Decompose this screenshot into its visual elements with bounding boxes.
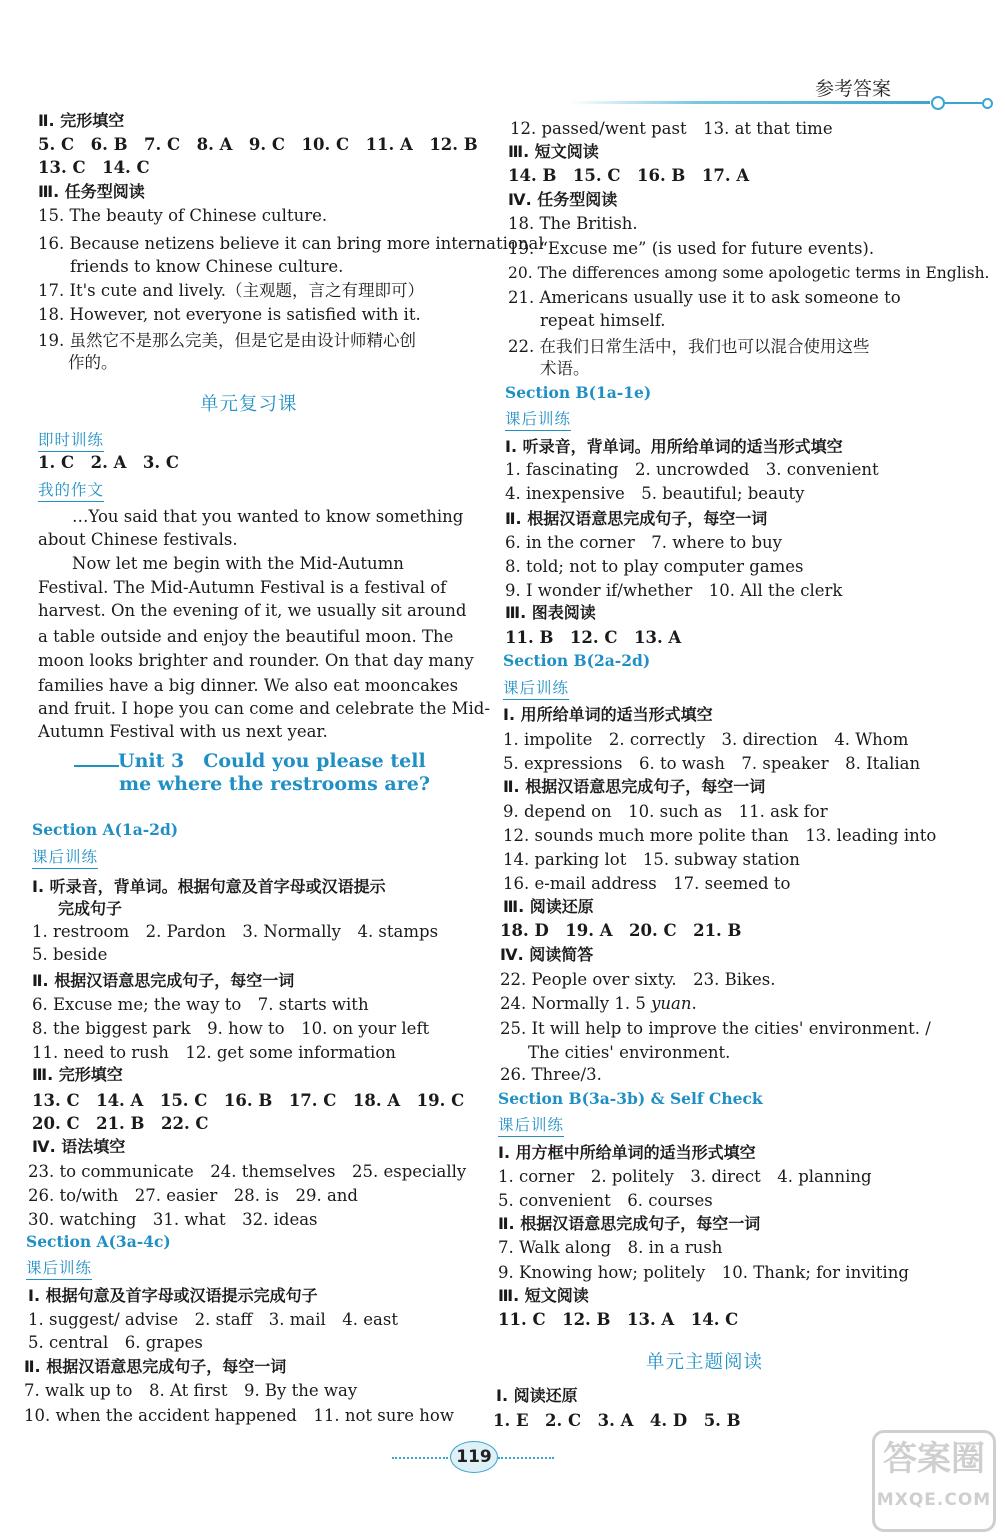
part-heading: Ⅳ. 语法填空: [32, 1137, 126, 1156]
section-heading: Section B(1a-1e): [505, 383, 652, 402]
part-heading: Ⅲ. 短文阅读: [498, 1286, 589, 1305]
part-heading: Ⅱ. 根据汉语意思完成句子，每空一词: [498, 1214, 761, 1233]
part-heading: Ⅱ. 根据汉语意思完成句子，每空一词: [24, 1357, 287, 1376]
answer-line: 19. “Excuse me” (is used for future events).: [508, 239, 875, 258]
part-heading: Ⅱ. 根据汉语意思完成句子，每空一词: [503, 777, 766, 796]
part-heading: Ⅰ. 阅读还原: [496, 1386, 578, 1405]
practice-tag: 课后训练: [505, 407, 571, 431]
practice-tag: 课后训练: [503, 676, 569, 700]
section-title: 单元主题阅读: [646, 1352, 764, 1373]
page-number: 119: [450, 1441, 498, 1473]
answer-line: 26. Three/3.: [500, 1065, 602, 1084]
essay-line: Now let me begin with the Mid-Autumn: [72, 554, 404, 573]
answer-line: 20. C 21. B 22. C: [32, 1114, 209, 1133]
answer-line: 26. to/with 27. easier 28. is 29. and: [28, 1186, 358, 1205]
practice-tag: 我的作文: [38, 478, 104, 502]
answer-line: 12. sounds much more polite than 13. leading into: [503, 826, 937, 845]
part-heading: Ⅰ. 根据句意及首字母或汉语提示完成句子: [28, 1286, 318, 1305]
unit-title-rule: [74, 765, 119, 767]
answer-line: 1. fascinating 2. uncrowded 3. convenient: [505, 460, 879, 479]
answer-line: 18. However, not everyone is satisfied with it.: [38, 305, 421, 324]
answer-line: 5. expressions 6. to wash 7. speaker 8. Italian: [503, 754, 921, 773]
answer-line: 1. suggest/ advise 2. staff 3. mail 4. east: [28, 1310, 398, 1329]
answer-line: 1. impolite 2. correctly 3. direction 4. Whom: [503, 730, 909, 749]
answer-line: 7. Walk along 8. in a rush: [498, 1238, 723, 1257]
answer-line: 1. E 2. C 3. A 4. D 5. B: [493, 1411, 741, 1430]
answer-line: 12. passed/went past 13. at that time: [510, 119, 833, 138]
part-heading: Ⅲ. 短文阅读: [508, 142, 599, 161]
part-heading: Ⅰ. 用方框中所给单词的适当形式填空: [498, 1143, 756, 1162]
answer-line: friends to know Chinese culture.: [70, 257, 344, 276]
answer-line: 22. People over sixty. 23. Bikes.: [500, 970, 776, 989]
answer-text: 24. Normally 1. 5: [500, 994, 646, 1013]
watermark-text: MXQE.COM: [876, 1490, 992, 1510]
answer-line: 1. corner 2. politely 3. direct 4. planning: [498, 1167, 872, 1186]
answer-line: 19. 虽然它不是那么完美，但是它是由设计师精心创: [38, 331, 416, 350]
answer-line: 6. in the corner 7. where to buy: [505, 533, 782, 552]
essay-line: moon looks brighter and rounder. On that day many: [38, 651, 474, 670]
part-heading: Ⅲ. 任务型阅读: [38, 182, 145, 201]
answer-line: 20. The differences among some apologetic terms in English.: [508, 264, 990, 282]
part-heading: Ⅱ. 根据汉语意思完成句子，每空一词: [505, 509, 768, 528]
section-title: 单元复习课: [200, 394, 298, 415]
footer-dots: [498, 1457, 554, 1459]
essay-line: Autumn Festival with us next year.: [38, 722, 328, 741]
essay-line: and fruit. I hope you can come and celebrate the Mid-: [38, 699, 490, 718]
section-heading: Section A(1a-2d): [32, 820, 179, 839]
answer-line: 23. to communicate 24. themselves 25. especially: [28, 1162, 467, 1181]
part-heading: Ⅲ. 阅读还原: [503, 897, 594, 916]
answer-line: 9. Knowing how; politely 10. Thank; for inviting: [498, 1263, 909, 1282]
practice-tag: 课后训练: [498, 1113, 564, 1137]
unit-title: me where the restrooms are?: [119, 773, 430, 795]
answer-line: 17. It's cute and lively.（主观题，言之有理即可）: [38, 281, 424, 300]
answer-line: 22. 在我们日常生活中，我们也可以混合使用这些: [508, 337, 870, 356]
answer-line: The cities' environment.: [528, 1043, 731, 1062]
header-dot: [931, 96, 945, 110]
answer-line: 作的。: [68, 353, 118, 372]
answer-line: 5. C 6. B 7. C 8. A 9. C 10. C 11. A 12. B: [38, 135, 478, 154]
footer-dots: [392, 1457, 448, 1459]
practice-tag: 课后训练: [26, 1256, 92, 1280]
answer-line: 7. walk up to 8. At first 9. By the way: [24, 1381, 358, 1400]
answer-line: 5. beside: [32, 945, 108, 964]
answer-line: 11. B 12. C 13. A: [505, 628, 682, 647]
answer-line: 5. convenient 6. courses: [498, 1191, 713, 1210]
essay-line: harvest. On the evening of it, we usually sit around: [38, 601, 467, 620]
section-heading: Section A(3a-4c): [26, 1232, 171, 1251]
page-header-title: 参考答案: [815, 78, 892, 100]
part-heading: Ⅰ. 听录音，背单词。根据句意及首字母或汉语提示: [32, 877, 386, 896]
answer-line: 30. watching 31. what 32. ideas: [28, 1210, 318, 1229]
essay-line: families have a big dinner. We also eat mooncakes: [38, 676, 459, 695]
answer-line: 25. It will help to improve the cities' environment. /: [500, 1019, 931, 1038]
answer-line: 18. D 19. A 20. C 21. B: [500, 921, 742, 940]
answer-line: 13. C 14. C: [38, 158, 150, 177]
section-heading: Section B(2a-2d): [503, 651, 651, 670]
part-heading: Ⅱ. 根据汉语意思完成句子，每空一词: [32, 971, 295, 990]
essay-line: …You said that you wanted to know something: [72, 507, 464, 526]
answer-line: 14. parking lot 15. subway station: [503, 850, 800, 869]
answer-line: 13. C 14. A 15. C 16. B 17. C 18. A 19. C: [32, 1091, 465, 1110]
part-heading: Ⅰ. 用所给单词的适当形式填空: [503, 705, 713, 724]
answer-line: 术语。: [540, 359, 590, 378]
answer-line: repeat himself.: [540, 311, 666, 330]
part-heading: Ⅰ. 听录音，背单词。用所给单词的适当形式填空: [505, 437, 843, 456]
answer-line: 8. the biggest park 9. how to 10. on your left: [32, 1019, 430, 1038]
answer-line: 16. Because netizens believe it can bring more international: [38, 234, 544, 253]
answer-line: 15. The beauty of Chinese culture.: [38, 206, 328, 225]
header-rule: [570, 101, 930, 104]
essay-line: a table outside and enjoy the beautiful moon. The: [38, 627, 454, 646]
answer-line: 11. C 12. B 13. A 14. C: [498, 1310, 739, 1329]
answer-line: 9. I wonder if/whether 10. All the clerk: [505, 581, 843, 600]
part-heading: 完成句子: [58, 899, 123, 918]
part-heading: Ⅲ. 图表阅读: [505, 603, 596, 622]
answer-line: 4. inexpensive 5. beautiful; beauty: [505, 484, 805, 503]
part-heading: Ⅳ. 阅读简答: [500, 945, 594, 964]
answer-line: 21. Americans usually use it to ask someone to: [508, 288, 901, 307]
watermark-logo: [872, 1430, 996, 1532]
watermark-text: 答案圈: [883, 1439, 985, 1479]
header-rule-end: [944, 102, 982, 104]
answer-line: 24. Normally 1. 5 yuan.: [500, 994, 697, 1013]
essay-line: about Chinese festivals.: [38, 530, 238, 549]
answer-line: 1. restroom 2. Pardon 3. Normally 4. stamps: [32, 922, 439, 941]
answer-line: 8. told; not to play computer games: [505, 557, 804, 576]
unit-text: yuan: [651, 994, 692, 1013]
answer-line: 14. B 15. C 16. B 17. A: [508, 166, 750, 185]
answer-line: 9. depend on 10. such as 11. ask for: [503, 802, 828, 821]
answer-line: 18. The British.: [508, 214, 638, 233]
header-dot: [982, 98, 993, 109]
answer-line: 10. when the accident happened 11. not sure how: [24, 1406, 454, 1425]
answer-line: 16. e-mail address 17. seemed to: [503, 874, 791, 893]
practice-tag: 即时训练: [38, 428, 104, 452]
part-heading: Ⅲ. 完形填空: [32, 1065, 123, 1084]
unit-title: Unit 3 Could you please tell: [118, 750, 426, 772]
essay-line: Festival. The Mid-Autumn Festival is a festival of: [38, 578, 447, 597]
section-heading: Section B(3a-3b) & Self Check: [498, 1089, 763, 1108]
answer-line: 6. Excuse me; the way to 7. starts with: [32, 995, 369, 1014]
part-heading: Ⅱ. 完形填空: [38, 111, 125, 130]
answer-line: 11. need to rush 12. get some information: [32, 1043, 396, 1062]
part-heading: Ⅳ. 任务型阅读: [508, 190, 618, 209]
answer-line: 5. central 6. grapes: [28, 1333, 203, 1352]
answer-line: 1. C 2. A 3. C: [38, 453, 179, 472]
practice-tag: 课后训练: [32, 845, 98, 869]
